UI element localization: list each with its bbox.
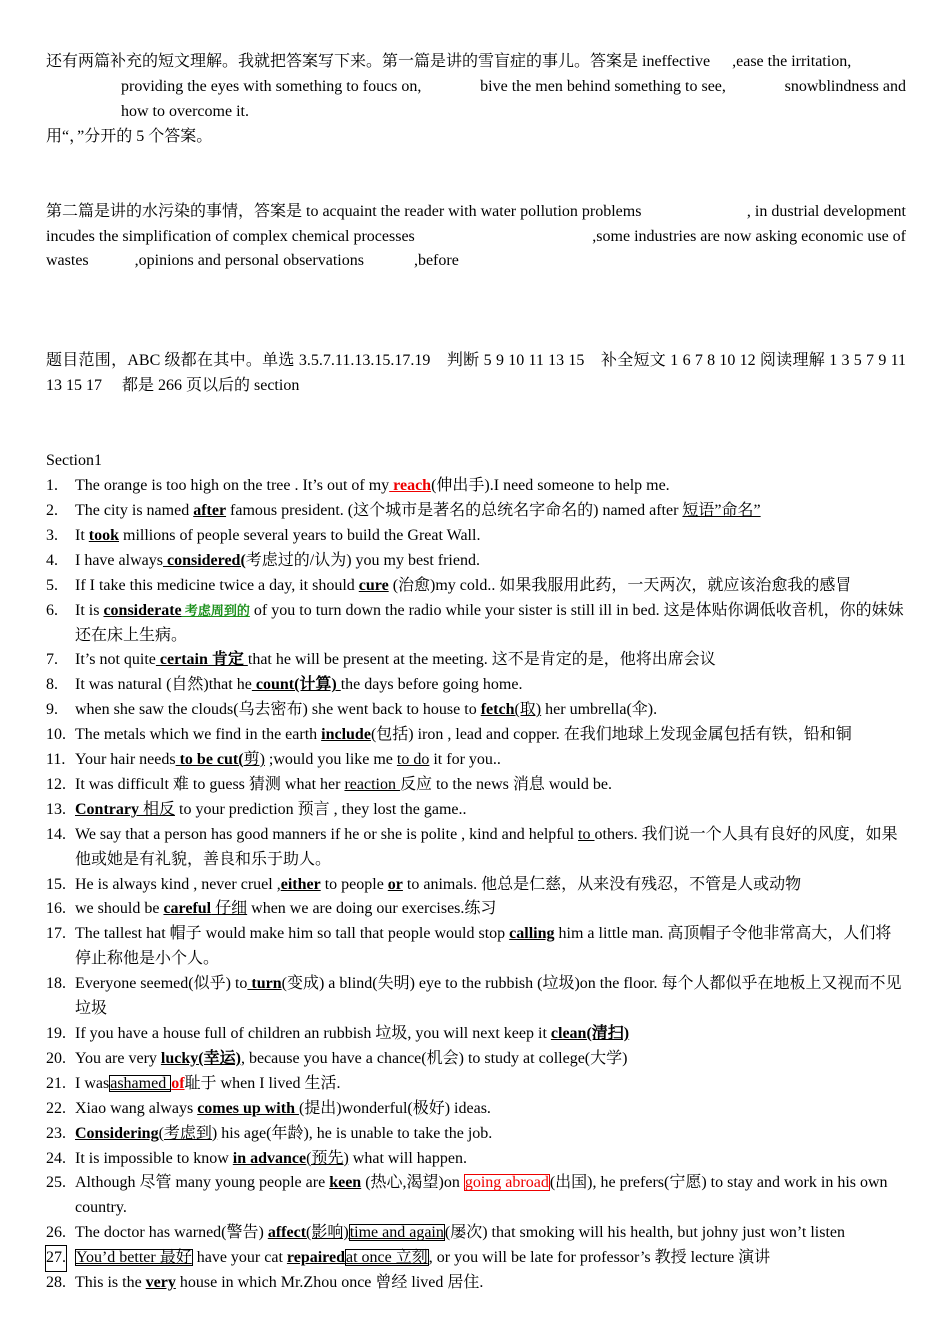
key-word: include xyxy=(321,726,371,744)
list-item xyxy=(46,574,906,599)
item-text: I was xyxy=(75,1074,110,1092)
key-word: comes up with xyxy=(197,1099,299,1117)
list-item xyxy=(46,972,906,1022)
item-text: of you to turn down the radio while your sister is still ill in bed. 这是体贴你调低收音机，你的妹妹还在床上生病。 xyxy=(75,601,904,644)
item-number: 12. xyxy=(46,775,66,793)
item-number: 1. xyxy=(46,477,58,495)
item-text: (伸出手).I need someone to help me. xyxy=(431,477,670,495)
item-number: 27. xyxy=(46,1246,66,1271)
item-number: 20. xyxy=(46,1049,66,1067)
item-number: 28. xyxy=(46,1274,66,1292)
answers-2-line3 xyxy=(46,249,906,274)
item-text: we should be xyxy=(75,900,164,918)
item-text: Although 尽管 many young people are xyxy=(75,1174,330,1192)
list-item xyxy=(46,723,906,748)
item-text: him a little man. 高顶帽子令他非常高大，人们将停止称他是小个人。 xyxy=(75,925,892,968)
list-item xyxy=(46,1271,906,1296)
item-text: 反应 to the news 消息 would be. xyxy=(399,775,612,793)
item-text: It was difficult 难 to guess 猜测 what her xyxy=(75,775,345,793)
item-text: , because you have a chance(机会) to study at college(大学) xyxy=(240,1049,628,1067)
item-text: The metals which we find in the earth xyxy=(75,726,322,744)
text: ,some industries are now asking economic use of xyxy=(592,227,906,245)
key-word: took xyxy=(88,526,120,544)
item-text: (包括) iron , lead and copper. 在我们地球上发现金属包括有铁，铅和铜 xyxy=(370,726,852,744)
list-item xyxy=(46,1147,906,1172)
item-number: 13. xyxy=(46,800,66,818)
item-text: The doctor has warned(警告) xyxy=(75,1224,268,1242)
key-word: either xyxy=(280,875,321,893)
list-item xyxy=(46,798,906,823)
underlined-gloss: (影响) xyxy=(306,1224,349,1242)
underlined-text: 短语”命名” xyxy=(682,501,761,519)
item-number: 6. xyxy=(46,601,58,619)
key-word: count(计算) xyxy=(251,676,341,694)
key-word: calling xyxy=(509,925,555,943)
text: incudes the simplification of complex chemical processes xyxy=(46,227,415,245)
key-word: turn xyxy=(247,975,282,993)
item-text: If you have a house full of children an rubbish 垃圾, you will next keep it xyxy=(75,1025,551,1042)
text: wastes xyxy=(46,252,89,270)
underlined-gloss: 相反 xyxy=(138,800,175,818)
list-item xyxy=(46,823,906,873)
item-number: 26. xyxy=(46,1224,66,1242)
text: bive the men behind something to see, xyxy=(480,77,726,95)
item-number: 18. xyxy=(46,975,66,993)
item-text: (出国), he prefers(宁愿) to stay and work in his own country. xyxy=(75,1174,888,1217)
key-word: after xyxy=(193,501,227,519)
item-number: 23. xyxy=(46,1124,66,1142)
list-item xyxy=(46,698,906,723)
underlined-gloss: (预先) xyxy=(306,1149,349,1167)
item-number: 11. xyxy=(46,751,66,769)
item-text: Everyone seemed(似乎) to xyxy=(75,975,248,993)
item-number: 22. xyxy=(46,1099,66,1117)
item-text: have your cat xyxy=(192,1249,287,1267)
paragraph-answers-1 xyxy=(46,50,906,150)
item-text: Xiao wang always xyxy=(75,1099,198,1117)
item-text: The orange is too high on the tree . It’s out of my xyxy=(75,477,390,495)
item-number: 24. xyxy=(46,1149,66,1167)
key-word: lucky(幸运) xyxy=(160,1049,241,1067)
key-word: clean(清扫) xyxy=(550,1025,630,1042)
item-text: It is impossible to know xyxy=(75,1149,233,1167)
item-text: (治愈)my cold.. 如果我服用此药，一天两次，就应该治愈我的感冒 xyxy=(388,576,852,594)
item-text: 耻于 when I lived 生活. xyxy=(184,1074,341,1092)
item-text: her umbrella(伞). xyxy=(541,701,658,719)
list-item xyxy=(46,1072,906,1097)
item-text: house in which Mr.Zhou once 曾经 lived 居住. xyxy=(175,1274,484,1292)
item-text: If I take this medicine twice a day, it should xyxy=(75,576,359,594)
list-item xyxy=(46,474,906,499)
answers-1-line1 xyxy=(46,50,906,75)
item-number: 16. xyxy=(46,900,66,918)
list-item xyxy=(46,1022,906,1047)
list-item xyxy=(46,524,906,549)
item-text: It’s not quite xyxy=(75,651,156,669)
item-text: famous president. (这个城市是著名的总统名字命名的) named after xyxy=(226,501,683,519)
note-text: 考虑周到的 xyxy=(181,602,250,618)
item-text: his age(年龄), he is unable to take the job. xyxy=(217,1124,493,1142)
list-item xyxy=(46,748,906,773)
key-word: careful xyxy=(163,900,212,918)
key-word: in advance xyxy=(232,1149,307,1167)
boxed-phrase: ashamed xyxy=(110,1074,171,1092)
key-word: Considering xyxy=(75,1124,159,1142)
item-number: 5. xyxy=(46,576,58,594)
text: , in dustrial development xyxy=(746,202,906,220)
item-text: millions of people several years to build the Great Wall. xyxy=(119,526,481,544)
boxed-phrase: at once 立刻 xyxy=(345,1249,428,1267)
item-text: the days before going home. xyxy=(340,676,523,694)
list-item xyxy=(46,1221,906,1246)
boxed-phrase: time and again xyxy=(349,1224,444,1242)
key-word: very xyxy=(145,1274,176,1292)
key-word: reach xyxy=(389,477,432,495)
document-page xyxy=(46,50,906,1296)
text: providing the eyes with something to foucs on, xyxy=(121,77,422,95)
key-word: to be cut( xyxy=(175,751,244,769)
key-word: affect xyxy=(267,1224,307,1242)
list-item xyxy=(46,897,906,922)
underlined-gloss: 剪) xyxy=(243,751,265,769)
item-text: 考虑过的/认为) you my best friend. xyxy=(245,551,480,569)
list-item xyxy=(46,1171,906,1221)
item-text: to animals. 他总是仁慈，从来没有残忍，不管是人或动物 xyxy=(402,875,802,893)
item-text: to people xyxy=(320,875,388,893)
highlighted-word: of xyxy=(171,1074,185,1092)
item-number: 25. xyxy=(46,1174,66,1192)
item-number: 2. xyxy=(46,501,58,519)
item-text: It is xyxy=(75,601,104,619)
item-text: The city is named xyxy=(75,501,194,519)
item-text: You are very xyxy=(75,1049,161,1067)
item-text: It xyxy=(75,526,89,544)
item-number: 4. xyxy=(46,551,58,569)
item-number: 14. xyxy=(46,825,66,843)
item-number: 10. xyxy=(46,726,66,744)
item-text: (提出)wonderful(极好) ideas. xyxy=(298,1099,491,1117)
list-item xyxy=(46,1246,906,1271)
item-text: what will happen. xyxy=(348,1149,467,1167)
item-number: 19. xyxy=(46,1025,66,1042)
answers-1-line4: 用“，”分开的 5 个答案。 xyxy=(46,127,213,145)
list-item xyxy=(46,499,906,524)
text: ,opinions and personal observations xyxy=(134,252,364,270)
paragraph-answers-2 xyxy=(46,200,906,275)
key-word: considered( xyxy=(162,551,246,569)
text: 第二篇是讲的水污染的事情，答案是 to acquaint the reader with water pollution problems xyxy=(46,202,642,220)
item-text: others. 我们说一个人具有良好的风度，如果他或她是有礼貌，善良和乐于助人。 xyxy=(75,825,898,868)
item-text: his health, but johny just won’t listen xyxy=(607,1224,846,1242)
item-number: 7. xyxy=(46,651,58,669)
item-number: 15. xyxy=(46,875,66,893)
item-number: 9. xyxy=(46,701,58,719)
item-text: I have always xyxy=(75,551,163,569)
list-item xyxy=(46,873,906,898)
item-text: that he will be present at the meeting. 这不是肯定的是，他将出席会议 xyxy=(247,651,716,669)
section-title: Section1 xyxy=(46,452,102,470)
list-item xyxy=(46,599,906,649)
answers-1-line3: how to overcome it. xyxy=(121,102,249,120)
underlined-gloss: (考虑到) xyxy=(158,1124,218,1142)
item-text: We say that a person has good manners if he or she is polite , kind and helpful xyxy=(75,825,579,843)
item-text: to your prediction 预言 , they lost the game.. xyxy=(175,800,467,818)
key-word: cure xyxy=(358,576,389,594)
item-number: 17. xyxy=(46,925,66,943)
item-text: when she saw the clouds(乌去密布) she went back to house to xyxy=(75,701,481,719)
underlined-text: to do xyxy=(396,751,430,769)
item-number: 3. xyxy=(46,526,58,544)
item-number: 21. xyxy=(46,1074,66,1092)
item-text: it for you.. xyxy=(429,751,501,769)
item-text: when we are doing our exercises.练习 xyxy=(247,900,497,918)
list-item xyxy=(46,773,906,798)
key-word: fetch xyxy=(480,701,515,719)
item-text: It was natural (自然)that he xyxy=(75,676,252,694)
item-text: This is the xyxy=(75,1274,146,1292)
key-word: keen xyxy=(329,1174,362,1192)
item-text: ;would you like me xyxy=(264,751,397,769)
answers-1-line2 xyxy=(46,75,906,100)
list-item xyxy=(46,1047,906,1072)
underlined-text: to xyxy=(578,825,595,843)
text: ,before xyxy=(413,252,459,270)
key-word: considerate xyxy=(103,601,182,619)
highlighted-phrase: going abroad xyxy=(464,1174,549,1192)
text: 还有两篇补充的短文理解。我就把答案写下来。第一篇是讲的雪盲症的事儿。答案是 ineffective xyxy=(46,53,711,70)
text: ,ease the irritation, xyxy=(732,53,852,70)
boxed-phrase: You’d better 最好 xyxy=(76,1249,192,1267)
vocabulary-list xyxy=(46,474,906,1296)
list-item xyxy=(46,648,906,673)
underlined-gloss: (取) xyxy=(514,701,542,719)
key-word: repaired xyxy=(286,1249,345,1267)
underlined-text: reaction xyxy=(344,775,400,793)
answers-2-line1 xyxy=(46,200,906,225)
list-item xyxy=(46,922,906,972)
key-word: or xyxy=(387,875,403,893)
item-text: , or you will be late for professor’s 教授 lecture 演讲 xyxy=(428,1249,771,1267)
key-word: Contrary xyxy=(75,800,139,818)
item-text: He is always kind , never cruel , xyxy=(75,875,281,893)
item-text: (变成) a blind(失明) eye to the rubbish (垃圾)on the floor. 每个人都似乎在地板上又视而不见垃圾 xyxy=(75,975,902,1018)
item-text: Your hair needs xyxy=(75,751,176,769)
item-text: (热心,渴望)on xyxy=(361,1174,464,1192)
list-item xyxy=(46,1097,906,1122)
list-item xyxy=(46,1122,906,1147)
text: snowblindness and xyxy=(784,77,906,95)
underlined-gloss: 仔细 xyxy=(211,900,248,918)
list-item xyxy=(46,549,906,574)
item-number: 8. xyxy=(46,676,58,694)
list-item xyxy=(46,673,906,698)
answers-2-line2 xyxy=(46,225,906,250)
exam-scope: 题目范围，ABC 级都在其中。单选 3.5.7.11.13.15.17.19 判断 5 9 10 11 13 15 补全短文 1 6 7 8 10 12 阅读理解 1 3 5 7 9 11 13 15 17 都是 266 页以后的 section xyxy=(46,352,906,395)
key-word: certain 肯定 xyxy=(155,651,248,669)
item-text: The tallest hat 帽子 would make him so tall that people would stop xyxy=(75,925,510,943)
item-text: (屡次) that smoking will xyxy=(444,1224,608,1242)
